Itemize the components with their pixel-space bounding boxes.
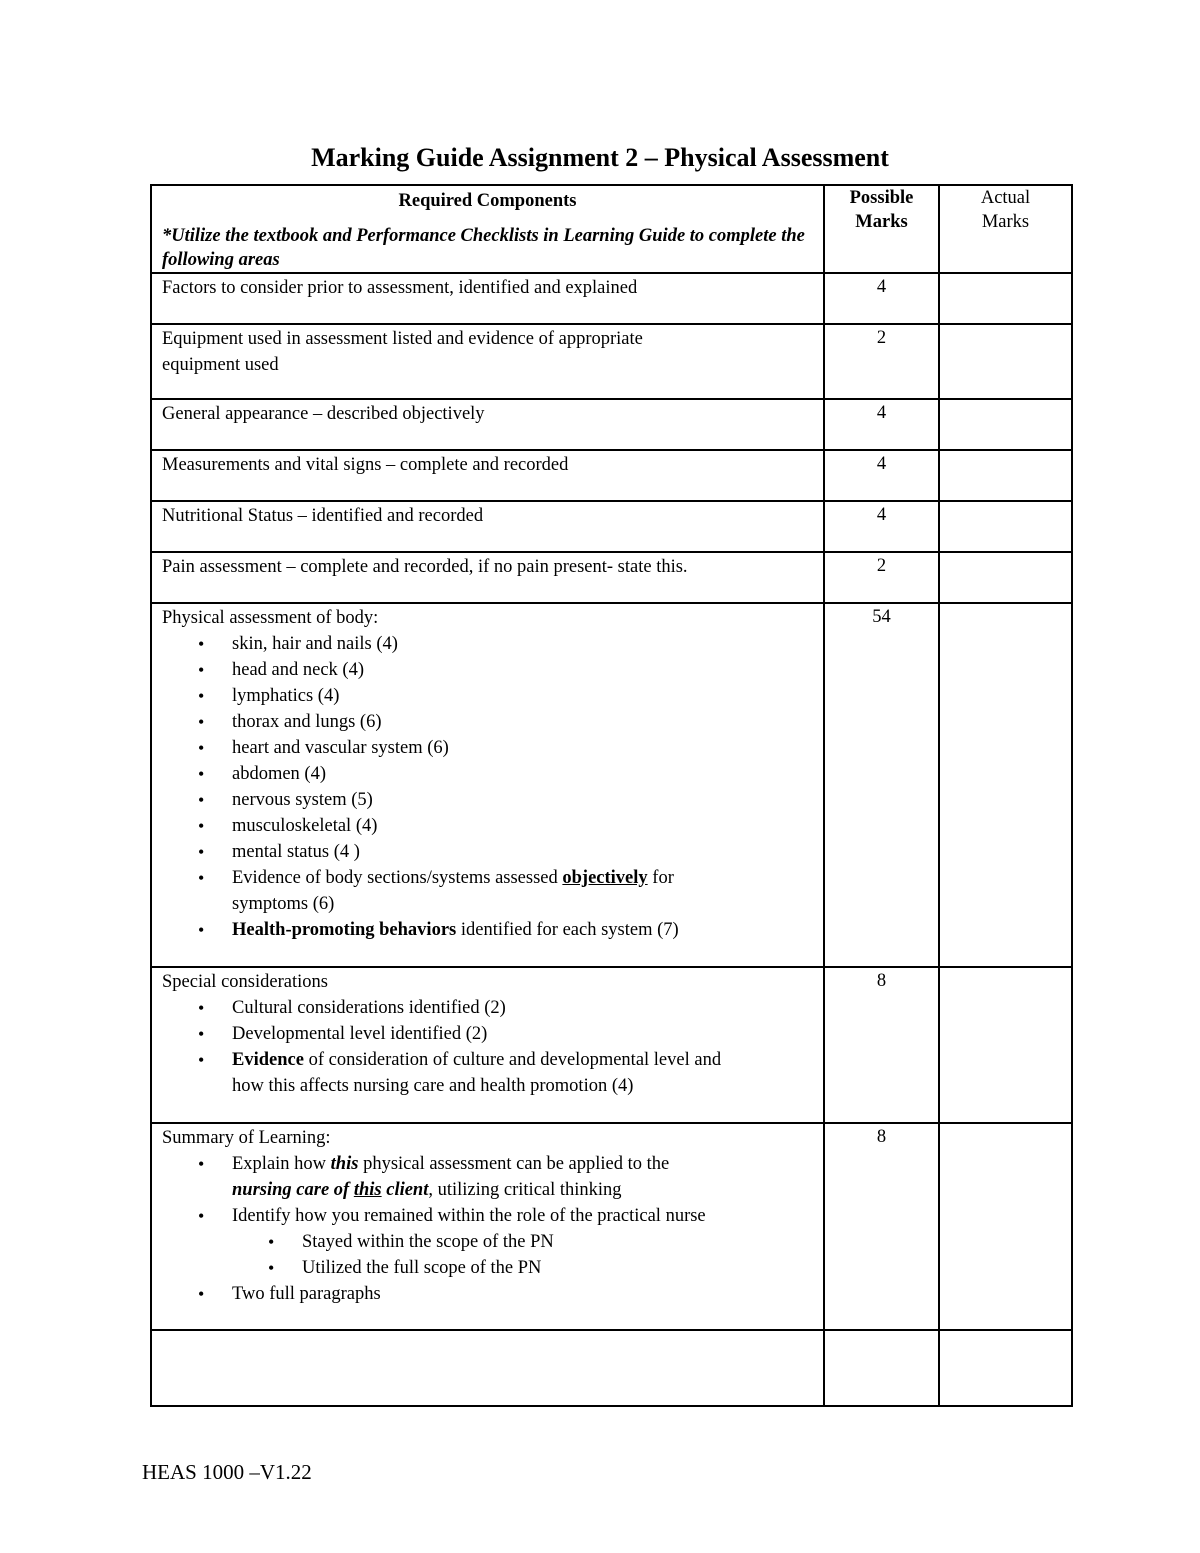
physical-heading: Physical assessment of body:: [162, 608, 379, 628]
component-text: Nutritional Status – identified and recorded: [162, 506, 484, 526]
actual-marks-cell[interactable]: [939, 552, 1072, 603]
list-item: • Cultural considerations identified (2): [162, 995, 813, 1021]
actual-marks-header: [939, 185, 1072, 273]
marking-table: [150, 184, 1073, 1407]
table-row-total: [151, 1330, 1072, 1406]
actual-marks-cell[interactable]: [939, 399, 1072, 450]
list-item-nested: [162, 1229, 813, 1281]
total-label-cell: [151, 1330, 824, 1406]
possible-marks-cell: 4: [824, 399, 939, 450]
possible-marks-cell: 4: [824, 273, 939, 324]
components-header-note: *Utilize the textbook and Performance Checklists in Learning Guide to complete the following areas: [162, 226, 805, 270]
component-text: Equipment used in assessment listed and evidence of appropriate: [162, 329, 643, 349]
component-cell: [151, 399, 824, 450]
table-header-row: [151, 185, 1072, 273]
possible-marks-cell: 54: [824, 603, 939, 967]
summary-list: [162, 1151, 813, 1307]
summary-sublist: [162, 1229, 813, 1281]
component-cell: [151, 501, 824, 552]
component-cell: [151, 1123, 824, 1330]
actual-marks-cell[interactable]: [939, 273, 1072, 324]
components-header: [151, 185, 824, 273]
component-text-cont: equipment used: [162, 355, 279, 375]
table-row-special: [151, 967, 1072, 1123]
possible-marks-header-l1: Possible: [849, 188, 914, 208]
table-row-physical: [151, 603, 1072, 967]
actual-marks-cell[interactable]: [939, 1123, 1072, 1330]
summary-text-cont: , utilizing critical thinking: [428, 1180, 622, 1200]
table-row: [151, 501, 1072, 552]
actual-marks-cell[interactable]: [939, 501, 1072, 552]
actual-marks-cell[interactable]: [939, 603, 1072, 967]
possible-marks-cell: 8: [824, 967, 939, 1123]
special-text: of consideration of culture and developmental level and: [303, 1050, 722, 1070]
actual-marks-header-l2: Marks: [981, 212, 1030, 232]
total-possible-cell: [824, 1330, 939, 1406]
list-item: • lymphatics (4): [162, 683, 813, 709]
physical-list: [162, 631, 813, 943]
list-item: • nervous system (5): [162, 787, 813, 813]
component-cell: [151, 450, 824, 501]
actual-marks-header-l1: Actual: [980, 188, 1031, 208]
evidence-text: Evidence of body sections/systems assessed: [232, 868, 563, 888]
list-item: • musculoskeletal (4): [162, 813, 813, 839]
evidence-text-end: for: [647, 868, 674, 888]
table-row: [151, 324, 1072, 399]
footer-code: HEAS 1000 –V1.22: [142, 1460, 312, 1484]
list-item: • Two full paragraphs: [162, 1281, 813, 1307]
list-item: • mental status (4 ): [162, 839, 813, 865]
actual-marks-cell[interactable]: [939, 967, 1072, 1123]
health-text: identified for each system (7): [456, 920, 679, 940]
evidence-emphasis: objectively: [562, 868, 648, 888]
list-item-evidence: [162, 865, 813, 917]
table-row: [151, 552, 1072, 603]
summary-text-end: physical assessment can be applied to the: [358, 1154, 670, 1174]
table-row: [151, 450, 1072, 501]
table-row-summary: [151, 1123, 1072, 1330]
component-cell: [151, 273, 824, 324]
summary-emphasis: this: [330, 1154, 359, 1174]
possible-marks-cell: 2: [824, 324, 939, 399]
list-item: • Developmental level identified (2): [162, 1021, 813, 1047]
health-emphasis: Health-promoting behaviors: [232, 920, 457, 940]
sub-list-item: • Utilized the full scope of the PN: [162, 1255, 813, 1281]
evidence-emphasis: Evidence: [232, 1050, 304, 1070]
table-row: [151, 273, 1072, 324]
component-cell: [151, 552, 824, 603]
possible-marks-cell: 2: [824, 552, 939, 603]
component-cell: [151, 603, 824, 967]
special-heading: Special considerations: [162, 972, 328, 992]
table-row: [151, 399, 1072, 450]
list-item: • head and neck (4): [162, 657, 813, 683]
actual-marks-cell[interactable]: [939, 450, 1072, 501]
possible-marks-header-l2: Marks: [855, 212, 908, 232]
component-cell: [151, 967, 824, 1123]
component-text: Pain assessment – complete and recorded, if no pain present- state this.: [162, 557, 688, 577]
evidence-text-cont: symptoms (6): [232, 894, 335, 914]
summary-emphasis-underlined: this: [353, 1180, 382, 1200]
component-cell: [151, 324, 824, 399]
component-text: General appearance – described objectively: [162, 404, 485, 424]
possible-marks-cell: 4: [824, 450, 939, 501]
list-item: • heart and vascular system (6): [162, 735, 813, 761]
page-title: Marking Guide Assignment 2 – Physical Assessment: [311, 143, 889, 172]
list-item: • Identify how you remained within the role of the practical nurse: [162, 1203, 813, 1229]
summary-emphasis-2: nursing care of: [232, 1180, 354, 1200]
summary-emphasis-3: client: [381, 1180, 429, 1200]
sub-list-item: • Stayed within the scope of the PN: [162, 1229, 813, 1255]
possible-marks-cell: 4: [824, 501, 939, 552]
component-text: Measurements and vital signs – complete and recorded: [162, 455, 569, 475]
list-item: • abdomen (4): [162, 761, 813, 787]
list-item: [162, 1047, 813, 1099]
list-item: • thorax and lungs (6): [162, 709, 813, 735]
possible-marks-header: [824, 185, 939, 273]
list-item: [162, 1151, 813, 1203]
actual-marks-cell[interactable]: [939, 324, 1072, 399]
list-item-health: [162, 917, 813, 943]
list-item: • skin, hair and nails (4): [162, 631, 813, 657]
total-actual-cell[interactable]: [939, 1330, 1072, 1406]
special-list: [162, 995, 813, 1099]
summary-text: Explain how: [232, 1154, 331, 1174]
possible-marks-cell: 8: [824, 1123, 939, 1330]
component-text: Factors to consider prior to assessment, identified and explained: [162, 278, 638, 298]
special-text-cont: how this affects nursing care and health promotion (4): [232, 1076, 634, 1096]
components-header-title: Required Components: [398, 191, 577, 211]
summary-heading: Summary of Learning:: [162, 1128, 331, 1148]
